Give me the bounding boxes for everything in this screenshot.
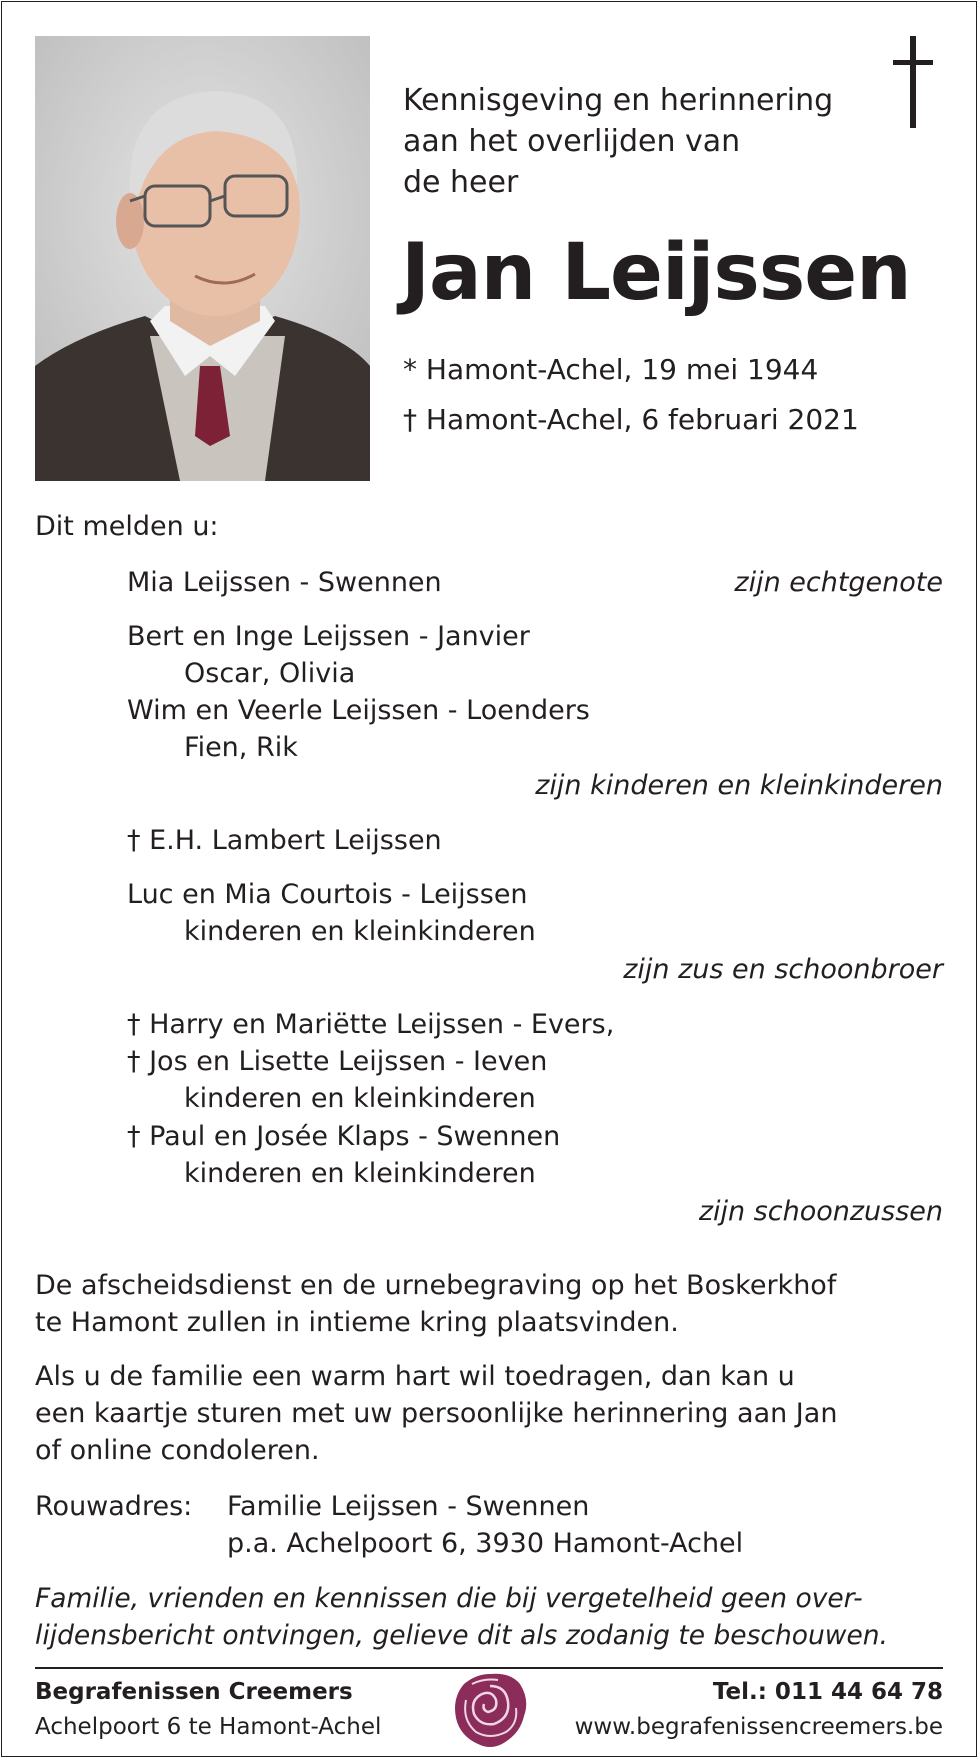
intro-line: de heer [403,165,519,200]
life-dates [403,345,859,445]
company-name: Begrafenissen Creemers [35,1679,353,1705]
inlaw-role: zijn schoonzussen [698,1196,943,1227]
brother-entry: † E.H. Lambert Leijssen [127,825,442,856]
birth-date: * Hamont-Achel, 19 mei 1944 [403,353,819,386]
family-intro: Dit melden u: [35,511,219,542]
notice-line: lijdensbericht ontvingen, gelieve dit als zodanig te beschouwen. [35,1620,888,1651]
intro-line: Kennisgeving en herinnering [403,83,834,118]
condolence-line: een kaartje sturen met uw persoonlijke herinnering aan Jan [35,1398,838,1429]
portrait-photo [35,36,370,481]
address-label: Rouwadres: [35,1491,193,1522]
website-link[interactable]: www.begrafenissencreemers.be [574,1714,943,1740]
deceased-name: Jan Leijssen [401,228,911,318]
spouse-role: zijn echtgenote [734,567,943,598]
intro-text [403,80,833,203]
rose-logo-icon [450,1670,530,1750]
company-address: Achelpoort 6 te Hamont-Achel [35,1714,382,1740]
inlaw-kids: kinderen en kleinkinderen [184,1083,536,1114]
condolence-line: of online condoleren. [35,1435,320,1466]
spouse-name: Mia Leijssen - Swennen [127,567,442,598]
address-line: Familie Leijssen - Swennen [227,1491,590,1522]
inlaw-entry: † Paul en Josée Klaps - Swennen [127,1121,561,1152]
cross-icon [893,36,933,128]
intro-line: aan het overlijden van [403,124,741,159]
child-entry: Bert en Inge Leijssen - Janvier [127,621,530,652]
sister-kids: kinderen en kleinkinderen [184,916,536,947]
children-role: zijn kinderen en kleinkinderen [535,770,943,801]
inlaw-kids: kinderen en kleinkinderen [184,1158,536,1189]
footer-divider [35,1667,943,1669]
ceremony-line: De afscheidsdienst en de urnebegraving op het Boskerkhof [35,1270,837,1301]
sister-entry: Luc en Mia Courtois - Leijssen [127,879,528,910]
death-date: † Hamont-Achel, 6 februari 2021 [403,403,859,436]
ceremony-line: te Hamont zullen in intieme kring plaatsvinden. [35,1307,679,1338]
sister-role: zijn zus en schoonbroer [623,954,943,985]
condolence-line: Als u de familie een warm hart wil toedragen, dan kan u [35,1361,795,1392]
grandchildren-entry: Oscar, Olivia [184,658,356,689]
notice-line: Familie, vrienden en kennissen die bij vergetelheid geen over- [35,1583,863,1614]
inlaw-entry: † Harry en Mariëtte Leijssen - Evers, [127,1009,615,1040]
address-line: p.a. Achelpoort 6, 3930 Hamont-Achel [227,1528,744,1559]
child-entry: Wim en Veerle Leijssen - Loenders [127,695,590,726]
phone-number: Tel.: 011 44 64 78 [712,1679,943,1705]
inlaw-entry: † Jos en Lisette Leijssen - Ieven [127,1046,548,1077]
grandchildren-entry: Fien, Rik [184,732,298,763]
